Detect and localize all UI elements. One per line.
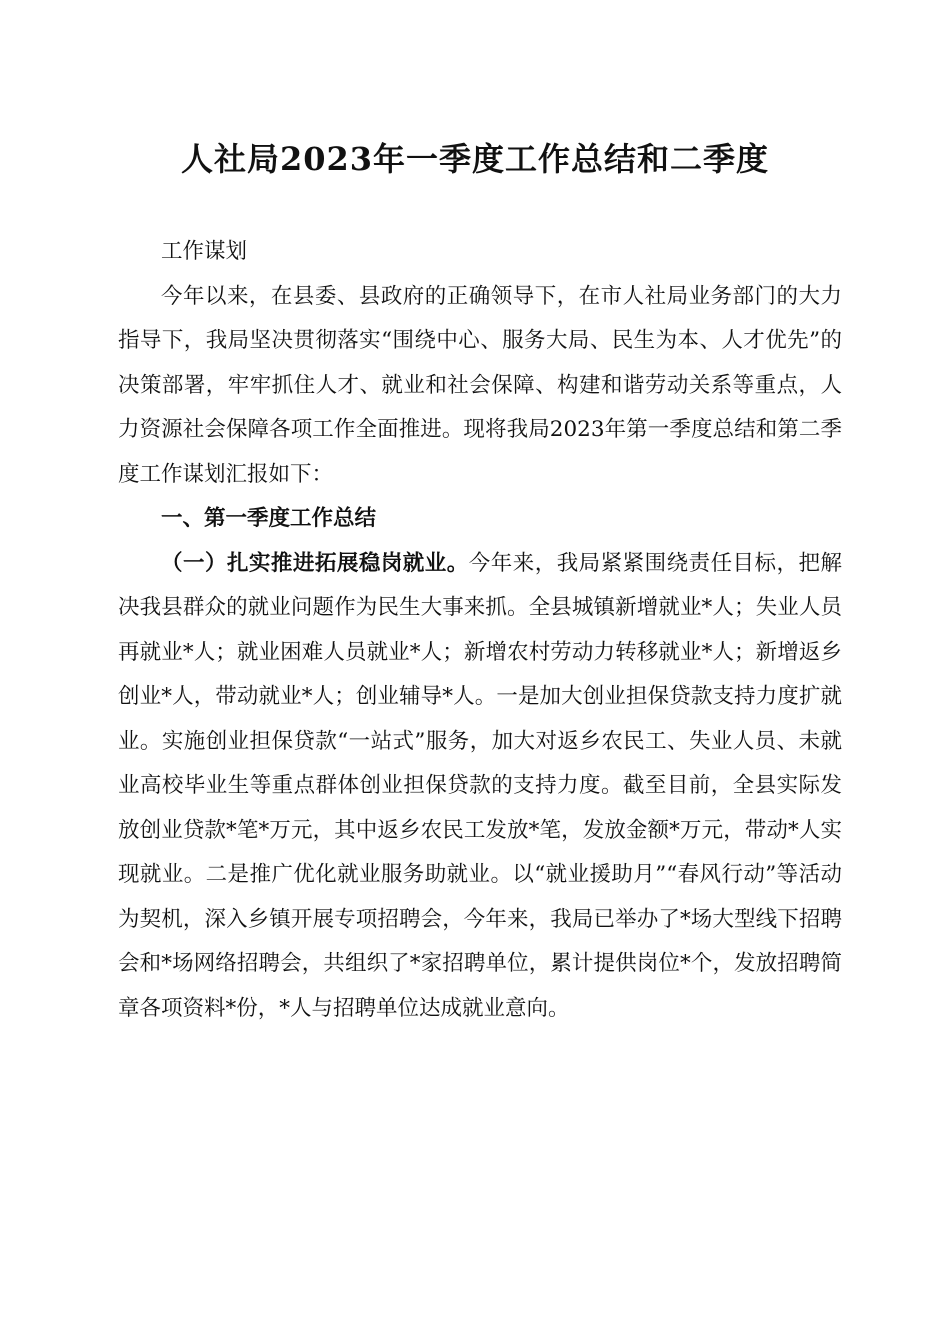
subsection-heading: （一）扎实推进拓展稳岗就业。: [161, 550, 469, 576]
intro-paragraph: 今年以来，在县委、县政府的正确领导下，在市人社局业务部门的大力指导下，我局坚决贯彻落实“围绕中心、服务大局、民生为本、人才优先”的决策部署，牢牢抓住人才、就业和社会保障、构建和谐劳动关系等重点，人力资源社会保障各项工作全面推进。现将我局2023年第一季度总结和第二季度工作谋划汇报如下：: [118, 283, 842, 487]
section-heading: 一、第一季度工作总结: [161, 506, 377, 531]
title-continuation: 工作谋划: [161, 239, 248, 264]
subsection-paragraph: [118, 542, 842, 1032]
page-title: 人社局2023年一季度工作总结和二季度: [180, 140, 770, 178]
subsection-body: 今年来，我局紧紧围绕责任目标，把解决我县群众的就业问题作为民生大事来抓。全县城镇新增就业*人；失业人员再就业*人；就业困难人员就业*人；新增农村劳动力转移就业*人；新增返乡创业*人，带动就业*人；创业辅导*人。一是加大创业担保贷款支持力度扩就业。实施创业担保贷款“一站式”服务，加大对返乡农民工、失业人员、未就业高校毕业生等重点群体创业担保贷款的支持力度。截至目前，全县实际发放创业贷款*笔*万元，其中返乡农民工发放*笔，发放金额*万元，带动*人实现就业。二是推广优化就业服务助就业。以“就业援助月”“春风行动”等活动为契机，深入乡镇开展专项招聘会，今年来，我局已举办了*场大型线下招聘会和*场网络招聘会，共组织了*家招聘单位，累计提供岗位*个，发放招聘简章各项资料*份，*人与招聘单位达成就业意向。: [118, 550, 842, 1021]
document-body: [118, 230, 842, 1031]
